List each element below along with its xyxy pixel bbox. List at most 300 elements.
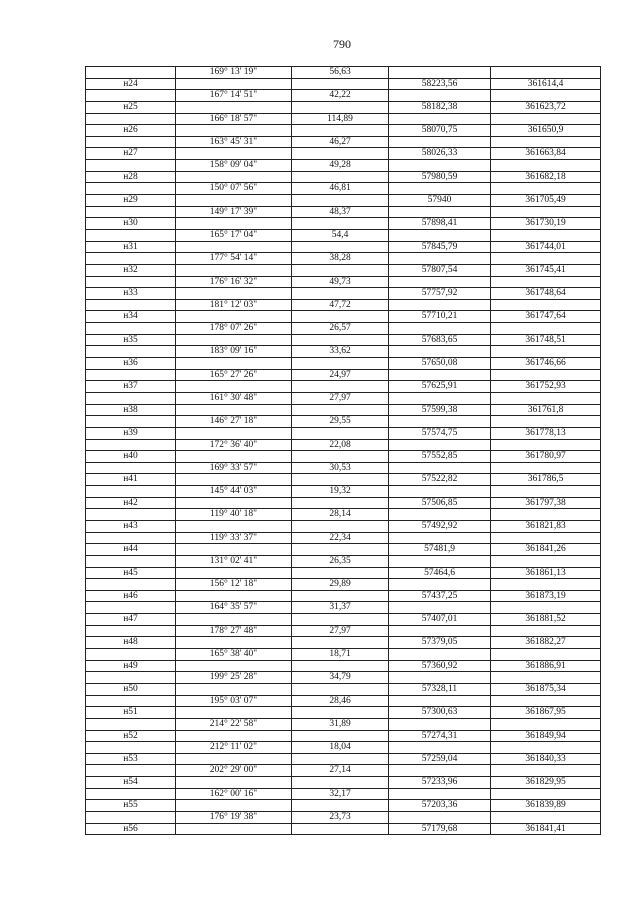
empty-cell (292, 474, 389, 486)
empty-cell (491, 67, 601, 79)
coord-x-cell: 57464,6 (389, 568, 491, 580)
empty-cell (491, 486, 601, 498)
coord-x-cell: 57522,82 (389, 474, 491, 486)
empty-cell (491, 137, 601, 149)
coord-x-cell: 57203,36 (389, 800, 491, 812)
coord-y-cell: 361730,19 (491, 218, 601, 230)
empty-cell (389, 440, 491, 452)
empty-cell (86, 183, 176, 195)
empty-cell (389, 812, 491, 824)
coord-y-cell: 361841,26 (491, 544, 601, 556)
empty-cell (86, 789, 176, 801)
coord-x-cell: 57259,04 (389, 754, 491, 766)
coord-x-cell: 57407,01 (389, 614, 491, 626)
empty-cell (491, 277, 601, 289)
coord-x-cell: 57625,91 (389, 381, 491, 393)
empty-cell (176, 125, 292, 137)
empty-cell (292, 148, 389, 160)
empty-cell (491, 346, 601, 358)
angle-cell: 181° 12' 03" (176, 300, 292, 312)
coord-y-cell: 361780,97 (491, 451, 601, 463)
empty-cell (389, 696, 491, 708)
angle-cell: 169° 13' 19" (176, 67, 292, 79)
empty-cell (389, 346, 491, 358)
empty-cell (176, 777, 292, 789)
empty-cell (292, 731, 389, 743)
empty-cell (86, 370, 176, 382)
empty-cell (292, 521, 389, 533)
empty-cell (176, 661, 292, 673)
empty-cell (292, 195, 389, 207)
empty-cell (176, 288, 292, 300)
empty-cell (491, 579, 601, 591)
coord-x-cell: 57898,41 (389, 218, 491, 230)
empty-cell (389, 253, 491, 265)
angle-cell: 156° 12' 18" (176, 579, 292, 591)
point-name-cell: н41 (86, 474, 176, 486)
empty-cell (292, 311, 389, 323)
point-name-cell: н48 (86, 637, 176, 649)
empty-cell (86, 137, 176, 149)
angle-cell: 167° 14' 51" (176, 90, 292, 102)
angle-cell: 169° 33' 57" (176, 463, 292, 475)
coord-y-cell: 361821,83 (491, 521, 601, 533)
empty-cell (292, 568, 389, 580)
empty-cell (491, 672, 601, 684)
coord-x-cell: 58026,33 (389, 148, 491, 160)
empty-cell (491, 393, 601, 405)
empty-cell (176, 242, 292, 254)
empty-cell (292, 661, 389, 673)
empty-cell (86, 765, 176, 777)
empty-cell (176, 544, 292, 556)
coord-y-cell: 361882,27 (491, 637, 601, 649)
empty-cell (389, 207, 491, 219)
empty-cell (86, 649, 176, 661)
point-name-cell: н40 (86, 451, 176, 463)
empty-cell (491, 207, 601, 219)
coord-x-cell: 57379,05 (389, 637, 491, 649)
empty-cell (389, 602, 491, 614)
empty-cell (389, 183, 491, 195)
empty-cell (86, 440, 176, 452)
empty-cell (389, 416, 491, 428)
empty-cell (292, 242, 389, 254)
empty-cell (86, 207, 176, 219)
angle-cell: 119° 33' 37" (176, 533, 292, 545)
coord-x-cell: 57328,11 (389, 684, 491, 696)
empty-cell (176, 637, 292, 649)
coord-y-cell: 361778,13 (491, 428, 601, 440)
empty-cell (389, 323, 491, 335)
distance-cell: 27,97 (292, 626, 389, 638)
coord-y-cell: 361650,9 (491, 125, 601, 137)
empty-cell (491, 602, 601, 614)
distance-cell: 24,97 (292, 370, 389, 382)
point-name-cell: н45 (86, 568, 176, 580)
coord-x-cell: 57179,68 (389, 824, 491, 836)
angle-cell: 146° 27' 18" (176, 416, 292, 428)
distance-cell: 48,37 (292, 207, 389, 219)
point-name-cell: н37 (86, 381, 176, 393)
angle-cell: 178° 07' 26" (176, 323, 292, 335)
angle-cell: 163° 45' 31" (176, 137, 292, 149)
distance-cell: 28,14 (292, 509, 389, 521)
empty-cell (176, 335, 292, 347)
angle-cell: 149° 17' 39" (176, 207, 292, 219)
empty-cell (389, 393, 491, 405)
coord-y-cell: 361745,41 (491, 265, 601, 277)
empty-cell (86, 253, 176, 265)
coord-x-cell: 57807,54 (389, 265, 491, 277)
empty-cell (389, 765, 491, 777)
empty-cell (176, 195, 292, 207)
coord-y-cell: 361841,41 (491, 824, 601, 836)
empty-cell (292, 172, 389, 184)
empty-cell (176, 102, 292, 114)
empty-cell (491, 509, 601, 521)
distance-cell: 42,22 (292, 90, 389, 102)
empty-cell (389, 90, 491, 102)
empty-cell (86, 556, 176, 568)
angle-cell: 183° 09' 16" (176, 346, 292, 358)
coord-y-cell: 361829,95 (491, 777, 601, 789)
empty-cell (491, 323, 601, 335)
empty-cell (86, 626, 176, 638)
empty-cell (389, 509, 491, 521)
point-name-cell: н36 (86, 358, 176, 370)
distance-cell: 26,57 (292, 323, 389, 335)
angle-cell: 195° 03' 07" (176, 696, 292, 708)
empty-cell (86, 672, 176, 684)
coord-x-cell: 58070,75 (389, 125, 491, 137)
distance-cell: 38,28 (292, 253, 389, 265)
point-name-cell: н25 (86, 102, 176, 114)
empty-cell (86, 696, 176, 708)
point-name-cell: н42 (86, 498, 176, 510)
coord-x-cell: 58223,56 (389, 79, 491, 91)
point-name-cell: н32 (86, 265, 176, 277)
empty-cell (292, 428, 389, 440)
empty-cell (86, 486, 176, 498)
empty-cell (389, 533, 491, 545)
point-name-cell: н35 (86, 335, 176, 347)
empty-cell (389, 672, 491, 684)
coord-y-cell: 361744,01 (491, 242, 601, 254)
empty-cell (491, 440, 601, 452)
point-name-cell: н38 (86, 405, 176, 417)
empty-cell (491, 230, 601, 242)
coord-x-cell: 57233,96 (389, 777, 491, 789)
distance-cell: 56,63 (292, 67, 389, 79)
empty-cell (491, 649, 601, 661)
empty-cell (176, 172, 292, 184)
empty-cell (292, 591, 389, 603)
coord-y-cell: 361839,89 (491, 800, 601, 812)
angle-cell: 165° 17' 04" (176, 230, 292, 242)
angle-cell: 164° 35' 57" (176, 602, 292, 614)
empty-cell (176, 614, 292, 626)
empty-cell (389, 160, 491, 172)
empty-cell (292, 358, 389, 370)
empty-cell (176, 428, 292, 440)
distance-cell: 46,27 (292, 137, 389, 149)
coord-y-cell: 361861,13 (491, 568, 601, 580)
point-name-cell: н34 (86, 311, 176, 323)
empty-cell (389, 114, 491, 126)
coord-y-cell: 361748,51 (491, 335, 601, 347)
empty-cell (86, 114, 176, 126)
empty-cell (491, 416, 601, 428)
empty-cell (176, 218, 292, 230)
empty-cell (491, 789, 601, 801)
angle-cell: 150° 07' 56" (176, 183, 292, 195)
empty-cell (86, 742, 176, 754)
coord-y-cell: 361705,49 (491, 195, 601, 207)
empty-cell (86, 160, 176, 172)
empty-cell (292, 405, 389, 417)
empty-cell (86, 509, 176, 521)
empty-cell (389, 649, 491, 661)
angle-cell: 158° 09' 04" (176, 160, 292, 172)
coord-y-cell: 361867,95 (491, 707, 601, 719)
empty-cell (389, 463, 491, 475)
empty-cell (292, 265, 389, 277)
empty-cell (86, 812, 176, 824)
coord-y-cell: 361840,33 (491, 754, 601, 766)
coord-x-cell: 57552,85 (389, 451, 491, 463)
angle-cell: 176° 16' 32" (176, 277, 292, 289)
empty-cell (86, 533, 176, 545)
point-name-cell: н27 (86, 148, 176, 160)
empty-cell (86, 323, 176, 335)
coord-x-cell: 57845,79 (389, 242, 491, 254)
empty-cell (491, 533, 601, 545)
empty-cell (292, 754, 389, 766)
point-name-cell: н33 (86, 288, 176, 300)
coord-y-cell: 361786,5 (491, 474, 601, 486)
coord-y-cell: 361614,4 (491, 79, 601, 91)
empty-cell (491, 160, 601, 172)
distance-cell: 30,53 (292, 463, 389, 475)
empty-cell (176, 707, 292, 719)
empty-cell (86, 230, 176, 242)
angle-cell: 214° 22' 58" (176, 719, 292, 731)
point-name-cell: н56 (86, 824, 176, 836)
angle-cell: 176° 19' 38" (176, 812, 292, 824)
empty-cell (176, 800, 292, 812)
empty-cell (491, 696, 601, 708)
empty-cell (389, 556, 491, 568)
empty-cell (292, 288, 389, 300)
coord-x-cell: 57492,92 (389, 521, 491, 533)
point-name-cell: н29 (86, 195, 176, 207)
coord-y-cell: 361623,72 (491, 102, 601, 114)
distance-cell: 26,35 (292, 556, 389, 568)
coord-y-cell: 361752,93 (491, 381, 601, 393)
empty-cell (389, 137, 491, 149)
empty-cell (292, 381, 389, 393)
coord-x-cell: 57274,31 (389, 731, 491, 743)
point-name-cell: н50 (86, 684, 176, 696)
empty-cell (86, 463, 176, 475)
point-name-cell: н31 (86, 242, 176, 254)
empty-cell (176, 568, 292, 580)
empty-cell (491, 626, 601, 638)
point-name-cell: н53 (86, 754, 176, 766)
empty-cell (491, 765, 601, 777)
coordinates-table (85, 66, 601, 835)
angle-cell: 119° 40' 18" (176, 509, 292, 521)
empty-cell (491, 742, 601, 754)
coord-x-cell: 57506,85 (389, 498, 491, 510)
empty-cell (176, 148, 292, 160)
empty-cell (292, 218, 389, 230)
empty-cell (176, 731, 292, 743)
empty-cell (86, 300, 176, 312)
coord-y-cell: 361849,94 (491, 731, 601, 743)
empty-cell (176, 824, 292, 836)
coord-x-cell: 57599,38 (389, 405, 491, 417)
angle-cell: 161° 30' 48" (176, 393, 292, 405)
angle-cell: 177° 54' 14" (176, 253, 292, 265)
distance-cell: 22,34 (292, 533, 389, 545)
point-name-cell: н46 (86, 591, 176, 603)
point-name-cell: н30 (86, 218, 176, 230)
coord-x-cell: 57940 (389, 195, 491, 207)
point-name-cell: н47 (86, 614, 176, 626)
coord-x-cell: 57481,9 (389, 544, 491, 556)
empty-cell (176, 474, 292, 486)
distance-cell: 23,73 (292, 812, 389, 824)
angle-cell: 199° 25' 28" (176, 672, 292, 684)
coord-x-cell: 57710,21 (389, 311, 491, 323)
empty-cell (491, 463, 601, 475)
coord-x-cell: 57300,63 (389, 707, 491, 719)
point-name-cell: н26 (86, 125, 176, 137)
coord-y-cell: 361746,66 (491, 358, 601, 370)
point-name-cell: н39 (86, 428, 176, 440)
page-number: 790 (333, 37, 351, 51)
point-name-cell: н54 (86, 777, 176, 789)
distance-cell: 47,72 (292, 300, 389, 312)
distance-cell: 27,14 (292, 765, 389, 777)
empty-cell (491, 812, 601, 824)
distance-cell: 28,46 (292, 696, 389, 708)
empty-cell (491, 114, 601, 126)
empty-cell (292, 614, 389, 626)
angle-cell: 162° 00' 16" (176, 789, 292, 801)
distance-cell: 33,62 (292, 346, 389, 358)
empty-cell (491, 253, 601, 265)
coord-y-cell: 361873,19 (491, 591, 601, 603)
point-name-cell: н51 (86, 707, 176, 719)
distance-cell: 18,04 (292, 742, 389, 754)
angle-cell: 178° 27' 48" (176, 626, 292, 638)
empty-cell (389, 277, 491, 289)
distance-cell: 49,73 (292, 277, 389, 289)
coord-y-cell: 361747,64 (491, 311, 601, 323)
distance-cell: 46,81 (292, 183, 389, 195)
coord-y-cell: 361797,38 (491, 498, 601, 510)
coord-y-cell: 361761,8 (491, 405, 601, 417)
empty-cell (292, 684, 389, 696)
empty-cell (176, 79, 292, 91)
empty-cell (86, 67, 176, 79)
coord-x-cell: 57980,59 (389, 172, 491, 184)
empty-cell (292, 800, 389, 812)
empty-cell (292, 544, 389, 556)
angle-cell: 165° 38' 40" (176, 649, 292, 661)
distance-cell: 31,89 (292, 719, 389, 731)
coord-x-cell: 57574,75 (389, 428, 491, 440)
empty-cell (491, 556, 601, 568)
angle-cell: 172° 36' 40" (176, 440, 292, 452)
empty-cell (389, 300, 491, 312)
empty-cell (176, 405, 292, 417)
empty-cell (176, 265, 292, 277)
angle-cell: 202° 29' 00" (176, 765, 292, 777)
angle-cell: 145° 44' 03" (176, 486, 292, 498)
empty-cell (292, 102, 389, 114)
coord-y-cell: 361875,34 (491, 684, 601, 696)
empty-cell (389, 626, 491, 638)
empty-cell (176, 358, 292, 370)
coord-y-cell: 361886,91 (491, 661, 601, 673)
empty-cell (389, 370, 491, 382)
empty-cell (176, 451, 292, 463)
distance-cell: 34,79 (292, 672, 389, 684)
point-name-cell: н52 (86, 731, 176, 743)
empty-cell (292, 125, 389, 137)
empty-cell (491, 370, 601, 382)
distance-cell: 49,28 (292, 160, 389, 172)
distance-cell: 27,97 (292, 393, 389, 405)
distance-cell: 19,32 (292, 486, 389, 498)
empty-cell (176, 684, 292, 696)
coord-y-cell: 361748,64 (491, 288, 601, 300)
angle-cell: 131° 02' 41" (176, 556, 292, 568)
empty-cell (389, 789, 491, 801)
point-name-cell: н24 (86, 79, 176, 91)
coord-y-cell: 361881,52 (491, 614, 601, 626)
distance-cell: 54,4 (292, 230, 389, 242)
empty-cell (86, 579, 176, 591)
empty-cell (292, 451, 389, 463)
angle-cell: 166° 18' 57" (176, 114, 292, 126)
empty-cell (389, 579, 491, 591)
distance-cell: 32,17 (292, 789, 389, 801)
distance-cell: 114,89 (292, 114, 389, 126)
empty-cell (176, 591, 292, 603)
empty-cell (176, 381, 292, 393)
empty-cell (292, 79, 389, 91)
distance-cell: 29,55 (292, 416, 389, 428)
coord-x-cell: 58182,38 (389, 102, 491, 114)
empty-cell (86, 416, 176, 428)
empty-cell (389, 719, 491, 731)
empty-cell (86, 277, 176, 289)
angle-cell: 212° 11' 02" (176, 742, 292, 754)
distance-cell: 29,89 (292, 579, 389, 591)
empty-cell (292, 707, 389, 719)
coord-y-cell: 361682,18 (491, 172, 601, 184)
empty-cell (389, 230, 491, 242)
point-name-cell: н28 (86, 172, 176, 184)
coord-x-cell: 57360,92 (389, 661, 491, 673)
coord-y-cell: 361663,84 (491, 148, 601, 160)
empty-cell (86, 719, 176, 731)
